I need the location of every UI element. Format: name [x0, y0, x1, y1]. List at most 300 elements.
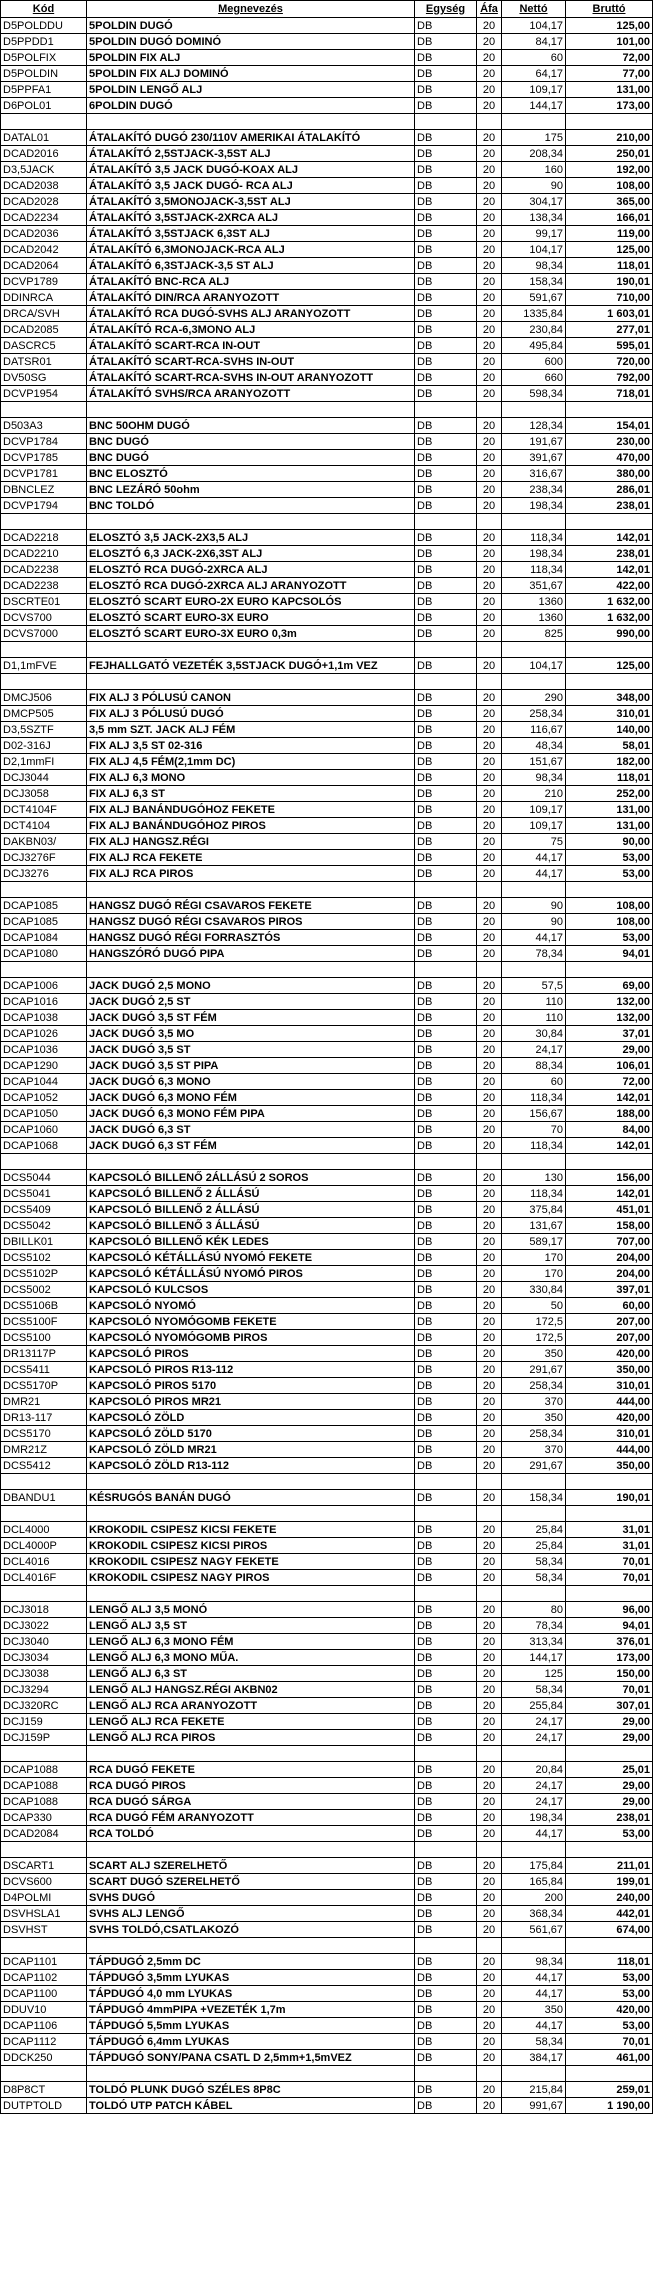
cell-unit: DB [415, 1970, 477, 1986]
cell-net: 351,67 [502, 578, 566, 594]
cell-net: 20,84 [502, 1762, 566, 1778]
cell-vat: 20 [477, 1426, 502, 1442]
cell-code: DCAP1088 [1, 1778, 87, 1794]
cell-code: DCVP1954 [1, 386, 87, 402]
cell-gross: 131,00 [566, 818, 653, 834]
cell-net [502, 962, 566, 978]
cell-gross: 53,00 [566, 1826, 653, 1842]
cell-unit: DB [415, 82, 477, 98]
cell-vat: 20 [477, 1218, 502, 1234]
cell-gross: 84,00 [566, 1122, 653, 1138]
cell-unit: DB [415, 1858, 477, 1874]
cell-code: DCT4104F [1, 802, 87, 818]
cell-code [1, 674, 87, 690]
table-row [1, 338, 653, 354]
cell-unit [415, 1154, 477, 1170]
table-row [1, 1906, 653, 1922]
cell-unit: DB [415, 130, 477, 146]
cell-gross: 173,00 [566, 1650, 653, 1666]
table-row [1, 1858, 653, 1874]
cell-vat: 20 [477, 306, 502, 322]
cell-vat: 20 [477, 1698, 502, 1714]
table-row [1, 1538, 653, 1554]
cell-unit: DB [415, 1762, 477, 1778]
cell-net: 330,84 [502, 1282, 566, 1298]
cell-gross: 310,01 [566, 706, 653, 722]
cell-unit: DB [415, 994, 477, 1010]
table-row [1, 290, 653, 306]
cell-code: DSVHST [1, 1922, 87, 1938]
cell-gross: 348,00 [566, 690, 653, 706]
cell-vat: 20 [477, 754, 502, 770]
cell-gross: 307,01 [566, 1698, 653, 1714]
cell-unit: DB [415, 1954, 477, 1970]
cell-name [87, 1474, 415, 1490]
cell-code: DCAP330 [1, 1810, 87, 1826]
cell-unit: DB [415, 242, 477, 258]
cell-unit: DB [415, 338, 477, 354]
cell-unit: DB [415, 1234, 477, 1250]
cell-name: ELOSZTÓ SCART EURO-3X EURO [87, 610, 415, 626]
cell-vat: 20 [477, 1794, 502, 1810]
cell-vat [477, 402, 502, 418]
table-row [1, 1378, 653, 1394]
cell-code: DCAD2064 [1, 258, 87, 274]
cell-code: DR13117P [1, 1346, 87, 1362]
cell-gross: 210,00 [566, 130, 653, 146]
cell-name: ÁTALAKÍTÓ BNC-RCA ALJ [87, 274, 415, 290]
cell-name: ÁTALAKÍTÓ 6,3MONOJACK-RCA ALJ [87, 242, 415, 258]
cell-vat: 20 [477, 1954, 502, 1970]
cell-code: DCAD2210 [1, 546, 87, 562]
cell-name: FIX ALJ RCA PIROS [87, 866, 415, 882]
cell-gross: 29,00 [566, 1042, 653, 1058]
cell-unit: DB [415, 194, 477, 210]
table-row [1, 802, 653, 818]
cell-code: DCS5002 [1, 1282, 87, 1298]
cell-net [502, 642, 566, 658]
table-row [1, 482, 653, 498]
cell-code [1, 962, 87, 978]
cell-code: DCJ3276 [1, 866, 87, 882]
cell-net [502, 1586, 566, 1602]
cell-name: 5POLDIN FIX ALJ [87, 50, 415, 66]
cell-vat: 20 [477, 434, 502, 450]
cell-net: 160 [502, 162, 566, 178]
cell-code: DCAD2085 [1, 322, 87, 338]
cell-name: KAPCSOLÓ BILLENŐ 2 ÁLLÁSÚ [87, 1202, 415, 1218]
cell-name: SCART DUGÓ SZERELHETŐ [87, 1874, 415, 1890]
cell-gross [566, 114, 653, 130]
cell-name: LENGŐ ALJ RCA FEKETE [87, 1714, 415, 1730]
cell-net: 370 [502, 1442, 566, 1458]
table-row [1, 770, 653, 786]
cell-name: SCART ALJ SZERELHETŐ [87, 1858, 415, 1874]
cell-gross: 252,00 [566, 786, 653, 802]
cell-unit: DB [415, 2002, 477, 2018]
cell-unit: DB [415, 1106, 477, 1122]
table-row [1, 498, 653, 514]
cell-code: D6POL01 [1, 98, 87, 114]
cell-unit: DB [415, 626, 477, 642]
cell-vat: 20 [477, 530, 502, 546]
cell-vat [477, 1154, 502, 1170]
table-row [1, 418, 653, 434]
cell-code [1, 402, 87, 418]
cell-name: KAPCSOLÓ BILLENŐ 3 ÁLLÁSÚ [87, 1218, 415, 1234]
cell-code: DCAP1085 [1, 914, 87, 930]
cell-vat: 20 [477, 1058, 502, 1074]
cell-gross [566, 514, 653, 530]
cell-vat: 20 [477, 498, 502, 514]
table-row [1, 1394, 653, 1410]
table-row [1, 1698, 653, 1714]
cell-net: 104,17 [502, 18, 566, 34]
table-row [1, 914, 653, 930]
cell-net: 90 [502, 914, 566, 930]
cell-name: SVHS TOLDÓ,CSATLAKOZÓ [87, 1922, 415, 1938]
cell-gross: 106,01 [566, 1058, 653, 1074]
table-row [1, 1954, 653, 1970]
cell-net: 118,34 [502, 530, 566, 546]
cell-net: 110 [502, 1010, 566, 1026]
cell-vat: 20 [477, 2002, 502, 2018]
cell-net: 44,17 [502, 866, 566, 882]
cell-vat: 20 [477, 1570, 502, 1586]
table-row [1, 1554, 653, 1570]
cell-gross: 142,01 [566, 1090, 653, 1106]
table-row [1, 1170, 653, 1186]
cell-unit: DB [415, 1170, 477, 1186]
cell-name: ÁTALAKÍTÓ RCA-6,3MONO ALJ [87, 322, 415, 338]
blank-row [1, 962, 653, 978]
cell-name [87, 2066, 415, 2082]
cell-gross: 142,01 [566, 562, 653, 578]
table-row [1, 578, 653, 594]
table-row [1, 1666, 653, 1682]
table-row [1, 1458, 653, 1474]
cell-gross: 142,01 [566, 1138, 653, 1154]
cell-gross: 70,01 [566, 1554, 653, 1570]
table-row [1, 1730, 653, 1746]
cell-net [502, 1746, 566, 1762]
cell-unit: DB [415, 1298, 477, 1314]
cell-code: DCVP1789 [1, 274, 87, 290]
cell-code: DMCJ506 [1, 690, 87, 706]
cell-net: 90 [502, 898, 566, 914]
cell-gross: 166,01 [566, 210, 653, 226]
cell-name: JACK DUGÓ 3,5 ST PIPA [87, 1058, 415, 1074]
cell-name: JACK DUGÓ 3,5 ST [87, 1042, 415, 1058]
cell-unit: DB [415, 722, 477, 738]
table-row [1, 562, 653, 578]
cell-vat: 20 [477, 242, 502, 258]
table-row [1, 1042, 653, 1058]
cell-gross: 101,00 [566, 34, 653, 50]
cell-net: 391,67 [502, 450, 566, 466]
cell-code: DCAD2016 [1, 146, 87, 162]
cell-name: FIX ALJ 4,5 FÉM(2,1mm DC) [87, 754, 415, 770]
cell-vat: 20 [477, 322, 502, 338]
cell-unit: DB [415, 1874, 477, 1890]
cell-unit: DB [415, 50, 477, 66]
cell-gross: 37,01 [566, 1026, 653, 1042]
cell-unit [415, 1938, 477, 1954]
cell-name: ELOSZTÓ SCART EURO-2X EURO KAPCSOLÓS [87, 594, 415, 610]
cell-net: 118,34 [502, 562, 566, 578]
table-row [1, 658, 653, 674]
cell-unit: DB [415, 1634, 477, 1650]
cell-name: KAPCSOLÓ PIROS [87, 1346, 415, 1362]
table-row [1, 898, 653, 914]
cell-vat: 20 [477, 418, 502, 434]
cell-unit: DB [415, 1090, 477, 1106]
cell-gross: 53,00 [566, 850, 653, 866]
table-row [1, 1010, 653, 1026]
cell-name: KAPCSOLÓ PIROS 5170 [87, 1378, 415, 1394]
cell-vat: 20 [477, 834, 502, 850]
cell-code: DCJ159 [1, 1714, 87, 1730]
cell-name: 3,5 mm SZT. JACK ALJ FÉM [87, 722, 415, 738]
cell-unit: DB [415, 978, 477, 994]
cell-unit: DB [415, 1250, 477, 1266]
header-gross: Bruttó [566, 1, 653, 18]
cell-net: 125 [502, 1666, 566, 1682]
table-row [1, 226, 653, 242]
cell-net: 24,17 [502, 1730, 566, 1746]
cell-unit: DB [415, 1794, 477, 1810]
table-row [1, 1682, 653, 1698]
table-row [1, 1026, 653, 1042]
cell-name: FIX ALJ 3 PÓLUSÚ DUGÓ [87, 706, 415, 722]
cell-unit: DB [415, 2018, 477, 2034]
cell-name: KAPCSOLÓ NYOMÓGOMB FEKETE [87, 1314, 415, 1330]
cell-net [502, 114, 566, 130]
cell-name: SVHS DUGÓ [87, 1890, 415, 1906]
cell-unit: DB [415, 258, 477, 274]
cell-vat: 20 [477, 162, 502, 178]
cell-code: DR13-117 [1, 1410, 87, 1426]
cell-gross: 188,00 [566, 1106, 653, 1122]
cell-name: TÁPDUGÓ 4mmPIPA +VEZETÉK 1,7m [87, 2002, 415, 2018]
cell-name: FIX ALJ 6,3 MONO [87, 770, 415, 786]
cell-gross: 240,00 [566, 1890, 653, 1906]
cell-gross: 310,01 [566, 1378, 653, 1394]
cell-vat: 20 [477, 1010, 502, 1026]
cell-net: 156,67 [502, 1106, 566, 1122]
cell-code: DCAP1036 [1, 1042, 87, 1058]
cell-net: 88,34 [502, 1058, 566, 1074]
cell-net: 561,67 [502, 1922, 566, 1938]
cell-code: DCS5412 [1, 1458, 87, 1474]
cell-unit: DB [415, 1650, 477, 1666]
cell-gross: 53,00 [566, 2018, 653, 2034]
cell-net: 58,34 [502, 1570, 566, 1586]
cell-code: DCJ3058 [1, 786, 87, 802]
cell-net [502, 2066, 566, 2082]
cell-unit: DB [415, 1042, 477, 1058]
cell-vat: 20 [477, 386, 502, 402]
cell-name: KROKODIL CSIPESZ NAGY FEKETE [87, 1554, 415, 1570]
cell-name: KAPCSOLÓ BILLENŐ KÉK LEDES [87, 1234, 415, 1250]
cell-vat: 20 [477, 178, 502, 194]
cell-unit: DB [415, 498, 477, 514]
cell-name: FIX ALJ 3,5 ST 02-316 [87, 738, 415, 754]
cell-gross: 365,00 [566, 194, 653, 210]
cell-gross [566, 962, 653, 978]
cell-unit: DB [415, 18, 477, 34]
table-row [1, 2082, 653, 2098]
cell-net: 44,17 [502, 2018, 566, 2034]
cell-net: 1360 [502, 610, 566, 626]
cell-vat: 20 [477, 1522, 502, 1538]
cell-gross: 132,00 [566, 994, 653, 1010]
cell-name: TÁPDUGÓ SONY/PANA CSATL D 2,5mm+1,5mVEZ [87, 2050, 415, 2066]
cell-name: KAPCSOLÓ KÉTÁLLÁSÚ NYOMÓ FEKETE [87, 1250, 415, 1266]
table-row [1, 1826, 653, 1842]
cell-vat: 20 [477, 978, 502, 994]
cell-gross: 190,01 [566, 1490, 653, 1506]
table-row [1, 98, 653, 114]
cell-vat: 20 [477, 738, 502, 754]
cell-name: SVHS ALJ LENGŐ [87, 1906, 415, 1922]
cell-code: DCAP1080 [1, 946, 87, 962]
header-unit: Egység [415, 1, 477, 18]
cell-net: 175 [502, 130, 566, 146]
cell-net: 258,34 [502, 706, 566, 722]
cell-name [87, 882, 415, 898]
table-row [1, 1314, 653, 1330]
cell-unit: DB [415, 1026, 477, 1042]
cell-name [87, 642, 415, 658]
table-row [1, 1570, 653, 1586]
cell-unit: DB [415, 834, 477, 850]
cell-net: 350 [502, 1346, 566, 1362]
cell-code: DCAP1052 [1, 1090, 87, 1106]
cell-vat: 20 [477, 1250, 502, 1266]
cell-net: 291,67 [502, 1458, 566, 1474]
cell-unit: DB [415, 690, 477, 706]
cell-net: 24,17 [502, 1778, 566, 1794]
cell-net: 60 [502, 50, 566, 66]
cell-vat: 20 [477, 1634, 502, 1650]
cell-gross: 29,00 [566, 1794, 653, 1810]
cell-name: LENGŐ ALJ 3,5 ST [87, 1618, 415, 1634]
cell-code: DCS5042 [1, 1218, 87, 1234]
cell-vat: 20 [477, 1122, 502, 1138]
cell-gross: 131,00 [566, 82, 653, 98]
cell-vat: 20 [477, 722, 502, 738]
cell-code: DDCK250 [1, 2050, 87, 2066]
cell-gross: 25,01 [566, 1762, 653, 1778]
cell-vat: 20 [477, 98, 502, 114]
cell-net: 75 [502, 834, 566, 850]
cell-code: DMCP505 [1, 706, 87, 722]
cell-unit: DB [415, 930, 477, 946]
table-row [1, 706, 653, 722]
cell-vat: 20 [477, 1778, 502, 1794]
cell-gross [566, 1842, 653, 1858]
cell-code: DCJ3294 [1, 1682, 87, 1698]
cell-net: 313,34 [502, 1634, 566, 1650]
cell-vat: 20 [477, 354, 502, 370]
table-row [1, 1650, 653, 1666]
cell-code: DRCA/SVH [1, 306, 87, 322]
cell-net: 384,17 [502, 2050, 566, 2066]
cell-vat: 20 [477, 818, 502, 834]
cell-unit: DB [415, 1330, 477, 1346]
cell-vat: 20 [477, 34, 502, 50]
cell-name: JACK DUGÓ 3,5 ST FÉM [87, 1010, 415, 1026]
cell-unit: DB [415, 818, 477, 834]
cell-name: JACK DUGÓ 6,3 MONO FÉM PIPA [87, 1106, 415, 1122]
cell-vat: 20 [477, 770, 502, 786]
cell-code: DCVS600 [1, 1874, 87, 1890]
cell-name: KROKODIL CSIPESZ KICSI PIROS [87, 1538, 415, 1554]
cell-net: 57,5 [502, 978, 566, 994]
table-row [1, 450, 653, 466]
header-net: Nettó [502, 1, 566, 18]
cell-net: 25,84 [502, 1522, 566, 1538]
cell-name: ÁTALAKÍTÓ SCART-RCA IN-OUT [87, 338, 415, 354]
cell-code: D8P8CT [1, 2082, 87, 2098]
cell-net: 600 [502, 354, 566, 370]
table-row [1, 1202, 653, 1218]
cell-gross: 53,00 [566, 866, 653, 882]
cell-code: DBILLK01 [1, 1234, 87, 1250]
cell-vat: 20 [477, 1234, 502, 1250]
cell-net: 44,17 [502, 1986, 566, 2002]
cell-name: JACK DUGÓ 3,5 MO [87, 1026, 415, 1042]
cell-code: DCJ159P [1, 1730, 87, 1746]
cell-unit: DB [415, 914, 477, 930]
cell-gross: 72,00 [566, 50, 653, 66]
table-body [1, 18, 653, 2114]
cell-gross [566, 1586, 653, 1602]
cell-name [87, 1506, 415, 1522]
cell-vat: 20 [477, 994, 502, 1010]
cell-name: BNC TOLDÓ [87, 498, 415, 514]
cell-name: LENGŐ ALJ HANGSZ.RÉGI AKBN02 [87, 1682, 415, 1698]
cell-gross: 192,00 [566, 162, 653, 178]
cell-code: DCVP1785 [1, 450, 87, 466]
cell-name: RCA DUGÓ FÉM ARANYOZOTT [87, 1810, 415, 1826]
cell-name: ÁTALAKÍTÓ DIN/RCA ARANYOZOTT [87, 290, 415, 306]
cell-net: 98,34 [502, 770, 566, 786]
cell-code: DCJ320RC [1, 1698, 87, 1714]
table-row [1, 1490, 653, 1506]
cell-name: HANGSZ DUGÓ RÉGI CSAVAROS FEKETE [87, 898, 415, 914]
cell-gross: 470,00 [566, 450, 653, 466]
cell-unit: DB [415, 706, 477, 722]
cell-name: BNC LEZÁRÓ 50ohm [87, 482, 415, 498]
header-vat: Áfa [477, 1, 502, 18]
cell-name [87, 1746, 415, 1762]
cell-code: DCL4016 [1, 1554, 87, 1570]
cell-name: ÁTALAKÍTÓ 3,5STJACK-2XRCA ALJ [87, 210, 415, 226]
cell-name: 5POLDIN LENGŐ ALJ [87, 82, 415, 98]
cell-gross: 720,00 [566, 354, 653, 370]
cell-unit: DB [415, 1410, 477, 1426]
cell-vat: 20 [477, 578, 502, 594]
table-row [1, 466, 653, 482]
table-row [1, 162, 653, 178]
cell-unit: DB [415, 658, 477, 674]
cell-name [87, 674, 415, 690]
cell-unit: DB [415, 1202, 477, 1218]
cell-unit: DB [415, 1522, 477, 1538]
cell-vat: 20 [477, 2034, 502, 2050]
